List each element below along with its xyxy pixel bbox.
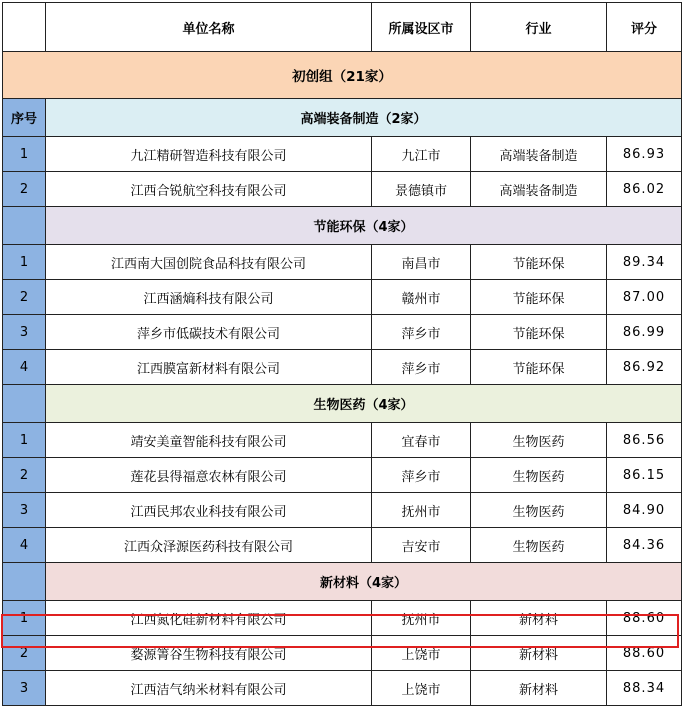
table-row bbox=[3, 636, 682, 671]
ranking-table bbox=[2, 2, 682, 706]
table-row bbox=[3, 671, 682, 706]
table-row bbox=[3, 172, 682, 207]
row-number: 3 bbox=[3, 671, 46, 706]
header-city: 所属设区市 bbox=[372, 3, 471, 52]
row-number: 2 bbox=[3, 172, 46, 207]
section-row bbox=[3, 385, 682, 423]
section-index-cell bbox=[3, 385, 46, 423]
table-row bbox=[3, 528, 682, 563]
city-cell: 萍乡市 bbox=[372, 315, 471, 350]
table-row bbox=[3, 601, 682, 636]
city-cell: 萍乡市 bbox=[372, 350, 471, 385]
industry-cell: 生物医药 bbox=[471, 423, 607, 458]
score-cell: 86.93 bbox=[607, 137, 682, 172]
industry-cell: 高端装备制造 bbox=[471, 172, 607, 207]
score-cell: 88.60 bbox=[607, 601, 682, 636]
industry-cell: 节能环保 bbox=[471, 315, 607, 350]
industry-cell: 高端装备制造 bbox=[471, 137, 607, 172]
header-row bbox=[3, 3, 682, 52]
table-row bbox=[3, 280, 682, 315]
row-number: 3 bbox=[3, 315, 46, 350]
row-number: 4 bbox=[3, 350, 46, 385]
score-cell: 86.92 bbox=[607, 350, 682, 385]
company-name: 婺源箐谷生物科技有限公司 bbox=[46, 636, 372, 671]
group-row bbox=[3, 52, 682, 99]
city-cell: 抚州市 bbox=[372, 601, 471, 636]
section-title: 生物医药（4家） bbox=[46, 385, 682, 423]
section-index-cell: 序号 bbox=[3, 99, 46, 137]
industry-cell: 生物医药 bbox=[471, 458, 607, 493]
header-index bbox=[3, 3, 46, 52]
section-index-cell bbox=[3, 563, 46, 601]
score-cell: 86.02 bbox=[607, 172, 682, 207]
industry-cell: 生物医药 bbox=[471, 528, 607, 563]
company-name: 萍乡市低碳技术有限公司 bbox=[46, 315, 372, 350]
city-cell: 赣州市 bbox=[372, 280, 471, 315]
score-cell: 84.90 bbox=[607, 493, 682, 528]
company-name: 江西民邦农业科技有限公司 bbox=[46, 493, 372, 528]
company-name: 靖安美童智能科技有限公司 bbox=[46, 423, 372, 458]
score-cell: 86.56 bbox=[607, 423, 682, 458]
header-name: 单位名称 bbox=[46, 3, 372, 52]
score-cell: 88.60 bbox=[607, 636, 682, 671]
section-title: 高端装备制造（2家） bbox=[46, 99, 682, 137]
section-title: 节能环保（4家） bbox=[46, 207, 682, 245]
row-number: 2 bbox=[3, 280, 46, 315]
city-cell: 萍乡市 bbox=[372, 458, 471, 493]
city-cell: 上饶市 bbox=[372, 636, 471, 671]
table-row bbox=[3, 315, 682, 350]
row-number: 4 bbox=[3, 528, 46, 563]
city-cell: 九江市 bbox=[372, 137, 471, 172]
table-row bbox=[3, 245, 682, 280]
company-name: 江西众泽源医药科技有限公司 bbox=[46, 528, 372, 563]
city-cell: 南昌市 bbox=[372, 245, 471, 280]
industry-cell: 节能环保 bbox=[471, 280, 607, 315]
score-cell: 86.15 bbox=[607, 458, 682, 493]
header-score: 评分 bbox=[607, 3, 682, 52]
row-number: 2 bbox=[3, 636, 46, 671]
company-name: 江西洁气纳米材料有限公司 bbox=[46, 671, 372, 706]
table-row bbox=[3, 458, 682, 493]
city-cell: 上饶市 bbox=[372, 671, 471, 706]
section-row bbox=[3, 99, 682, 137]
section-row bbox=[3, 563, 682, 601]
company-name: 莲花县得福意农林有限公司 bbox=[46, 458, 372, 493]
group-title: 初创组（21家） bbox=[3, 52, 682, 99]
row-number: 1 bbox=[3, 423, 46, 458]
row-number: 2 bbox=[3, 458, 46, 493]
table-row bbox=[3, 423, 682, 458]
industry-cell: 节能环保 bbox=[471, 245, 607, 280]
row-number: 1 bbox=[3, 601, 46, 636]
company-name: 江西合锐航空科技有限公司 bbox=[46, 172, 372, 207]
section-title: 新材料（4家） bbox=[46, 563, 682, 601]
industry-cell: 新材料 bbox=[471, 601, 607, 636]
city-cell: 吉安市 bbox=[372, 528, 471, 563]
industry-cell: 新材料 bbox=[471, 636, 607, 671]
company-name: 江西氮化硅新材料有限公司 bbox=[46, 601, 372, 636]
score-cell: 89.34 bbox=[607, 245, 682, 280]
company-name: 江西涵熵科技有限公司 bbox=[46, 280, 372, 315]
industry-cell: 节能环保 bbox=[471, 350, 607, 385]
score-cell: 84.36 bbox=[607, 528, 682, 563]
table-row bbox=[3, 137, 682, 172]
score-cell: 87.00 bbox=[607, 280, 682, 315]
section-index-cell bbox=[3, 207, 46, 245]
company-name: 九江精研智造科技有限公司 bbox=[46, 137, 372, 172]
score-cell: 88.34 bbox=[607, 671, 682, 706]
company-name: 江西南大国创院食品科技有限公司 bbox=[46, 245, 372, 280]
city-cell: 景德镇市 bbox=[372, 172, 471, 207]
industry-cell: 生物医药 bbox=[471, 493, 607, 528]
score-cell: 86.99 bbox=[607, 315, 682, 350]
city-cell: 抚州市 bbox=[372, 493, 471, 528]
row-number: 1 bbox=[3, 137, 46, 172]
table-row bbox=[3, 493, 682, 528]
city-cell: 宜春市 bbox=[372, 423, 471, 458]
table-row bbox=[3, 350, 682, 385]
industry-cell: 新材料 bbox=[471, 671, 607, 706]
section-row bbox=[3, 207, 682, 245]
row-number: 1 bbox=[3, 245, 46, 280]
header-industry: 行业 bbox=[471, 3, 607, 52]
row-number: 3 bbox=[3, 493, 46, 528]
company-name: 江西膜富新材料有限公司 bbox=[46, 350, 372, 385]
